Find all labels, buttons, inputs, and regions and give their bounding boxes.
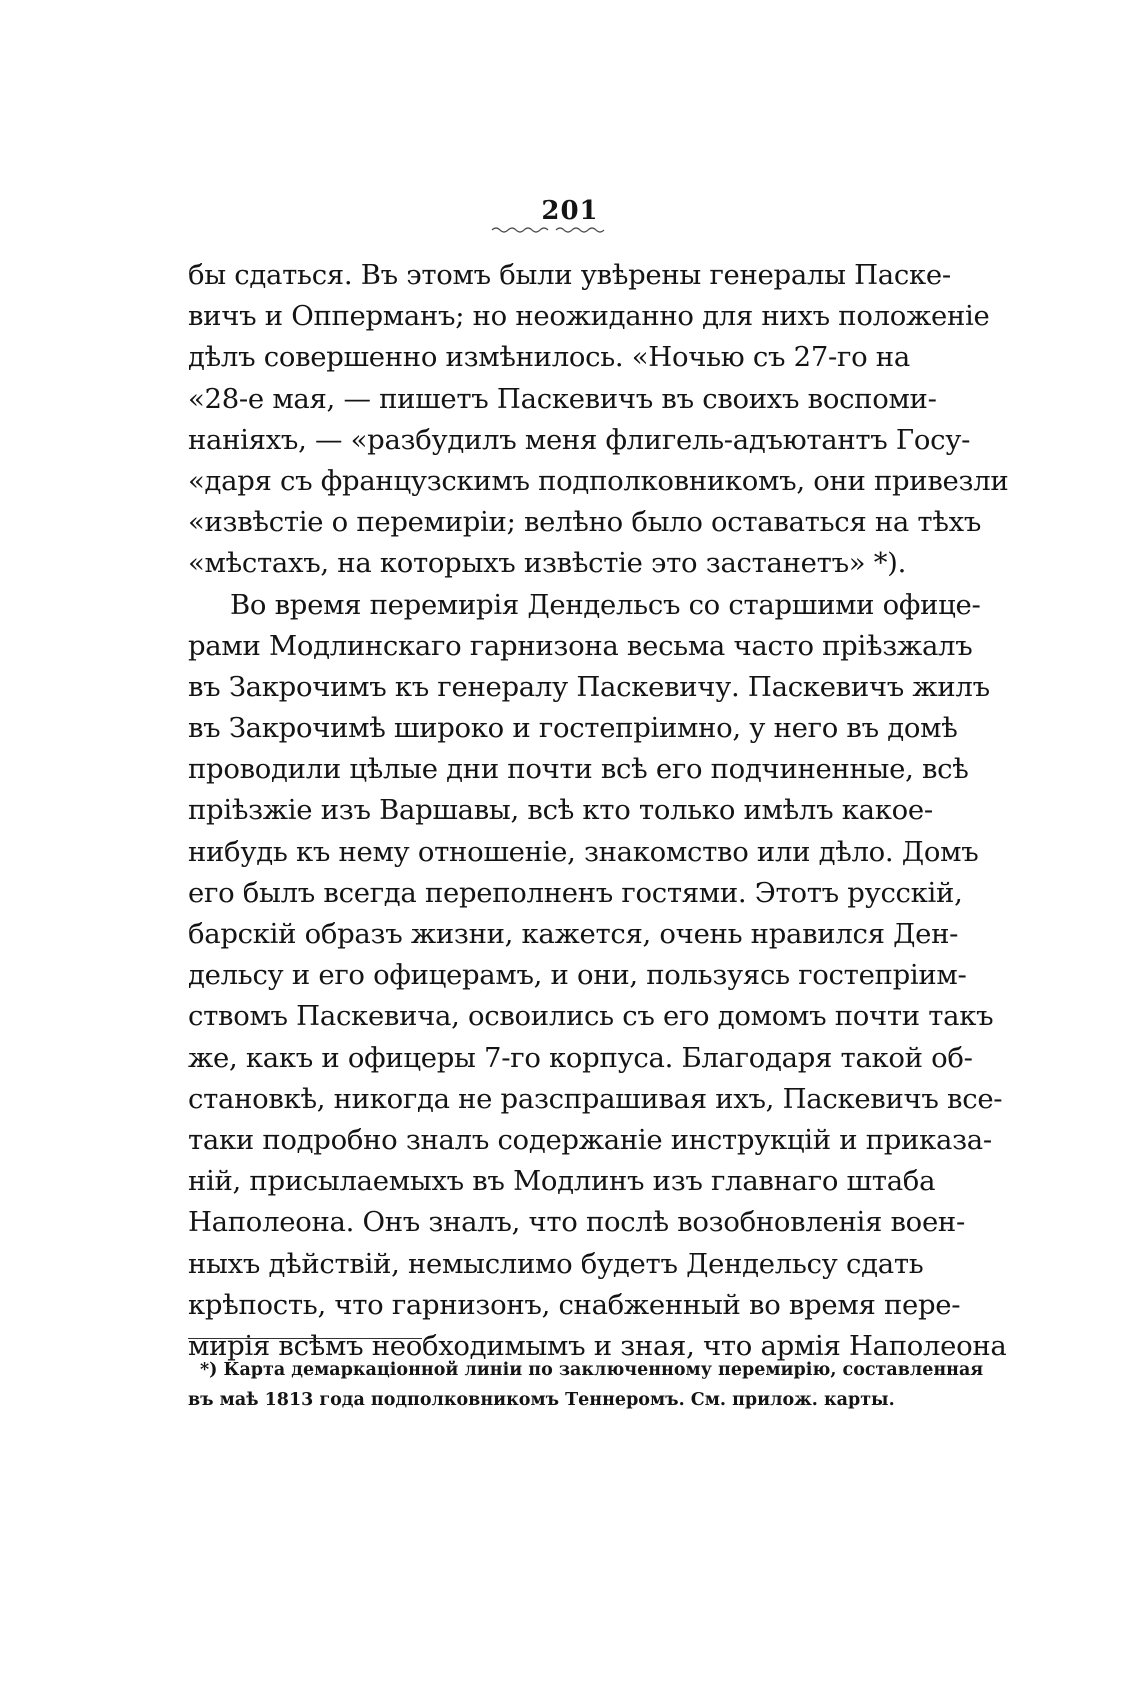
text-line: его былъ всегда переполненъ гостями. Этотъ русскій, [188, 876, 963, 909]
footnote-line: въ маѣ 1813 года подполковникомъ Теннеромъ. См. прилож. карты. [188, 1390, 895, 1410]
text-line: вичъ и Опперманъ; но неожиданно для нихъ положеніе [188, 300, 990, 333]
text-line: ній, присылаемыхъ въ Модлинъ изъ главнаго штаба [188, 1165, 936, 1198]
footnote [188, 1355, 984, 1415]
text-line: пріѣзжіе изъ Варшавы, всѣ кто только имѣлъ какое- [188, 794, 933, 827]
text-line: крѣпость, что гарнизонъ, снабженный во время пере- [188, 1288, 961, 1321]
text-line: нибудь къ нему отношеніе, знакомство или дѣло. Домъ [188, 835, 979, 868]
text-line: Наполеона. Онъ зналъ, что послѣ возобновленія воен- [188, 1206, 965, 1239]
ornament-divider [490, 224, 610, 234]
text-line: «даря съ французскимъ подполковникомъ, они привезли [188, 464, 1009, 497]
text-line: проводили цѣлые дни почти всѣ его подчиненные, всѣ [188, 753, 969, 786]
text-line: въ Закрочимъ къ генералу Паскевичу. Паскевичъ жилъ [188, 670, 990, 703]
text-line: «извѣстіе о перемиріи; велѣно было оставаться на тѣхъ [188, 506, 982, 539]
text-line: дельсу и его офицерамъ, и они, пользуясь гостепріим- [188, 959, 967, 992]
text-line: дѣлъ совершенно измѣнилось. «Ночью съ 27-го на [188, 341, 910, 374]
page-number: 201 [541, 196, 599, 226]
footnote-line: *) Карта демаркаціонной линіи по заключенному перемирію, составленная [200, 1360, 984, 1380]
text-line: становкѣ, никогда не разспрашивая ихъ, Паскевичъ все- [188, 1082, 1003, 1115]
text-line: таки подробно зналъ содержаніе инструкцій и приказа- [188, 1123, 992, 1156]
text-line: барскій образъ жизни, кажется, очень нравился Ден- [188, 918, 959, 950]
text-line: въ Закрочимѣ широко и гостепріимно, у него въ домѣ [188, 712, 958, 745]
main-text [188, 255, 1009, 1367]
text-line: мирія всѣмъ необходимымъ и зная, что армія Наполеона [188, 1329, 1007, 1362]
text-line: ствомъ Паскевича, освоились съ его домомъ почти такъ [188, 1000, 994, 1033]
text-line: же, какъ и офицеры 7-го корпуса. Благодаря такой об- [188, 1041, 973, 1074]
text-line: «мѣстахъ, на которыхъ извѣстіе это застанетъ» *). [188, 547, 907, 580]
text-line: наніяхъ, — «разбудилъ меня флигель-адъютантъ Госу- [188, 423, 971, 456]
footnote-separator [188, 1338, 422, 1339]
text-line: Во время перемирія Дендельсъ со старшими офице- [230, 588, 981, 621]
text-line: «28-е мая, — пишетъ Паскевичъ въ своихъ воспоми- [188, 382, 937, 415]
text-line: бы сдаться. Въ этомъ были увѣрены генералы Паске- [188, 259, 951, 291]
text-line: рами Модлинскаго гарнизона весьма часто пріѣзжалъ [188, 629, 973, 662]
text-line: ныхъ дѣйствій, немыслимо будетъ Дендельсу сдать [188, 1247, 924, 1280]
